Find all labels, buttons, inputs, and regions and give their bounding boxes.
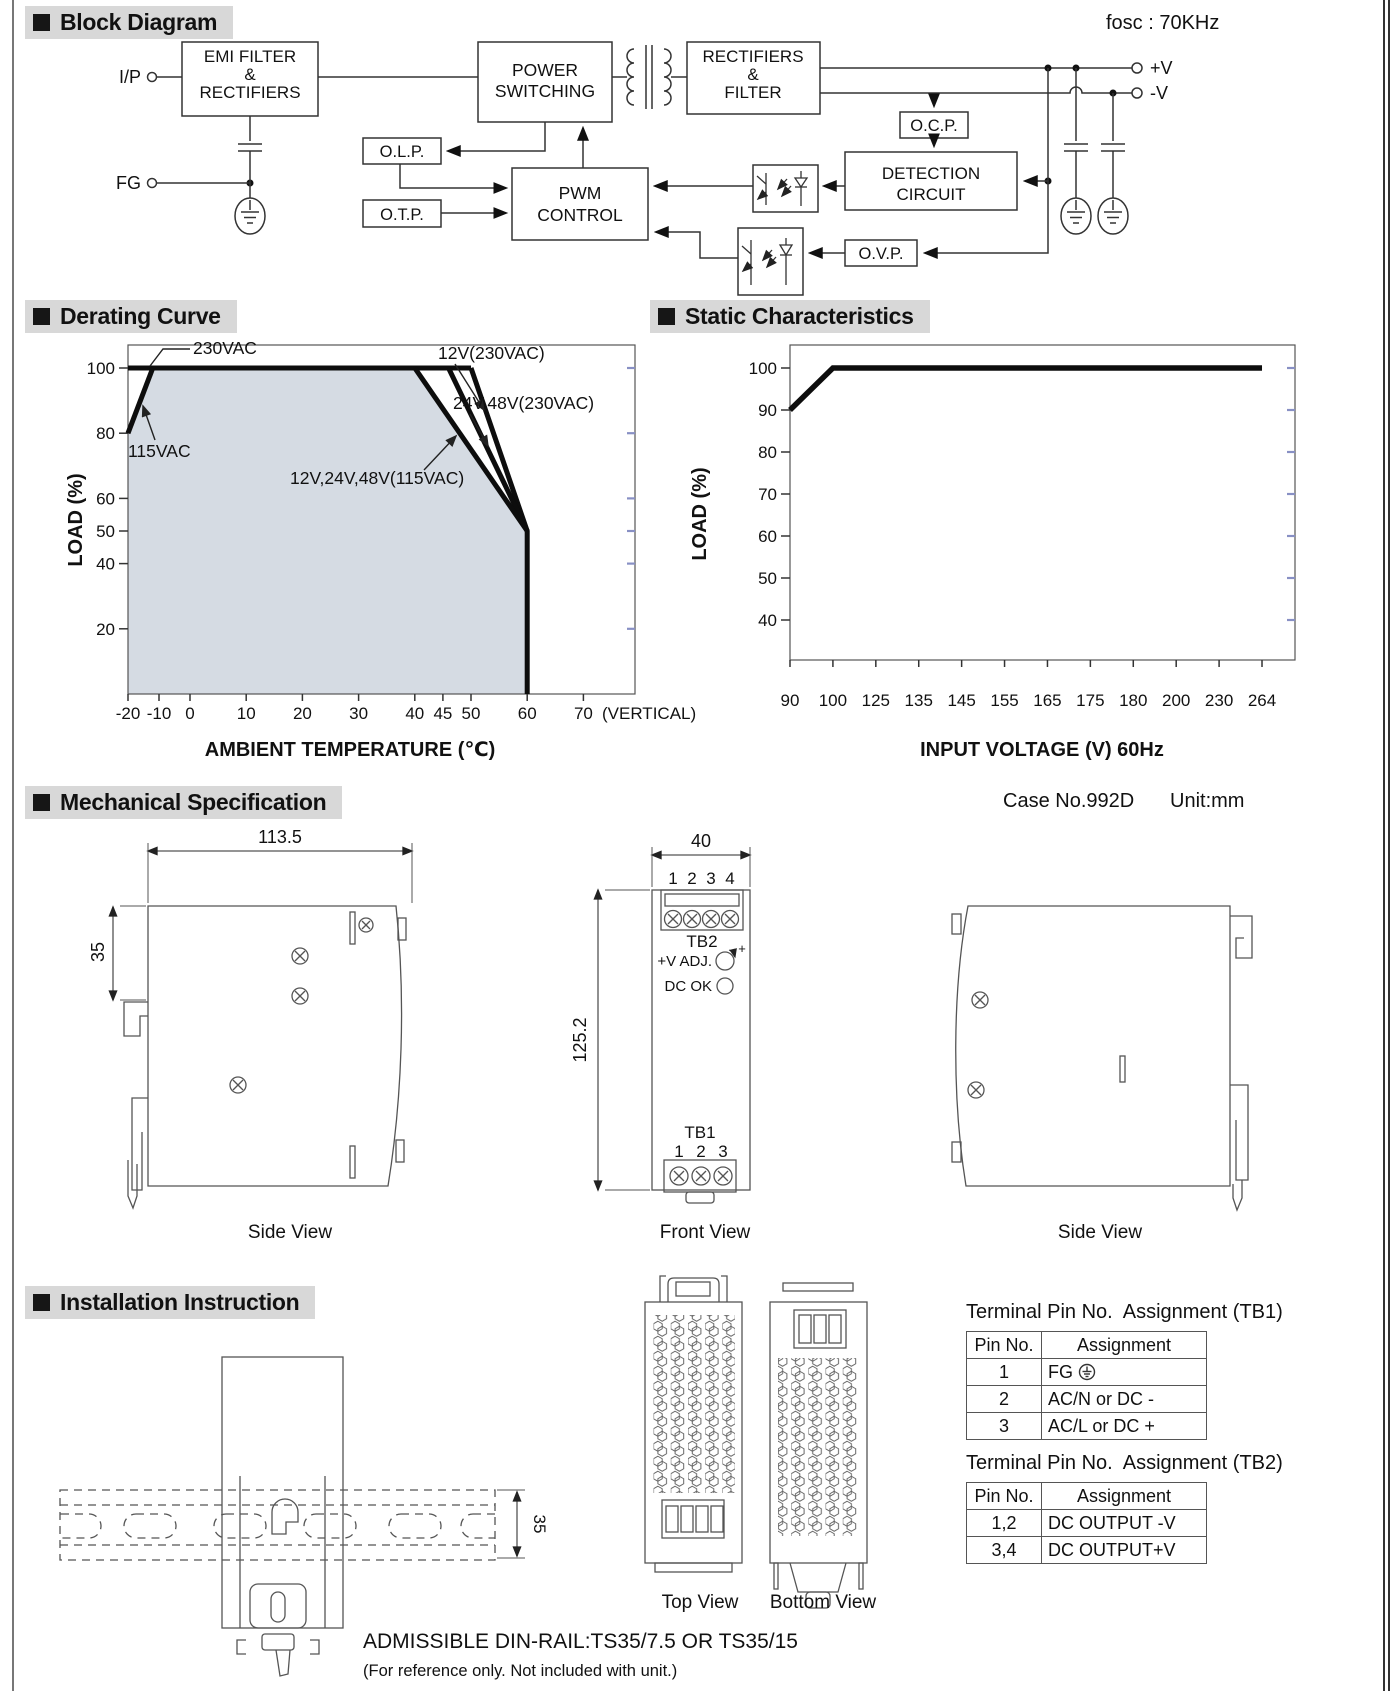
terminal-label: +V xyxy=(1150,58,1173,78)
din-rail-note: ADMISSIBLE DIN-RAIL:TS35/7.5 OR TS35/15 xyxy=(363,1630,798,1653)
series-load xyxy=(790,368,1262,410)
pin-number: 1 xyxy=(668,869,678,888)
terminal-assignment-table xyxy=(966,1331,1207,1440)
table-title: Terminal Pin No. Assignment (TB2) xyxy=(966,1452,1283,1474)
x-tick-label: 165 xyxy=(1033,691,1062,710)
x-tick-label: 200 xyxy=(1162,691,1191,710)
x-tick-label: 145 xyxy=(947,691,976,710)
input-terminal-icon xyxy=(148,73,157,82)
side-view-left-drawing xyxy=(113,843,412,1208)
page-border-right xyxy=(1388,0,1390,1691)
annotation-label: 12V,24V,48V(115VAC) xyxy=(290,468,465,488)
y-tick-label: 60 xyxy=(96,489,115,509)
unit-label: Unit:mm xyxy=(1170,790,1245,812)
block-label: PWM xyxy=(558,183,602,203)
block-label: FILTER xyxy=(724,83,782,102)
terminal-label: -V xyxy=(1150,83,1168,103)
view-label-front: Front View xyxy=(659,1222,751,1243)
block-label: O.T.P. xyxy=(380,206,424,224)
optocoupler-icon xyxy=(738,228,803,295)
x-tick-label: -20 xyxy=(115,704,141,723)
x-tick-label: 264 xyxy=(1247,691,1277,710)
pin-number: 3 xyxy=(706,869,716,888)
capacitor-icon xyxy=(238,116,262,198)
din-rail-mount-drawing xyxy=(49,1357,525,1676)
x-tick-label: 155 xyxy=(990,691,1019,710)
case-number-label: Case No.992D xyxy=(1003,790,1135,812)
view-label-top: Top View xyxy=(661,1592,739,1613)
table-row xyxy=(967,1386,1207,1413)
pin-number: 4 xyxy=(725,869,735,888)
y-tick-label: 40 xyxy=(758,611,777,630)
x-tick-label: 0 xyxy=(185,704,195,723)
y-tick-label: 70 xyxy=(758,485,777,504)
dim-label: 113.5 xyxy=(258,827,302,847)
annotation-label: 230VAC xyxy=(193,338,257,358)
terminal-label: FG xyxy=(116,173,141,193)
x-tick-label: 70 xyxy=(573,704,593,723)
x-axis-title: INPUT VOLTAGE (V) 60Hz xyxy=(920,739,1164,761)
block-label: O.V.P. xyxy=(858,245,904,263)
section-header-mechanical xyxy=(25,786,342,819)
block-pwm xyxy=(512,168,648,240)
pin-number: 1 xyxy=(674,1142,684,1161)
dim-label: 40 xyxy=(690,831,712,851)
x-tick-label: 30 xyxy=(349,704,369,723)
transformer-icon xyxy=(627,45,671,109)
assignment-cell: AC/N or DC - xyxy=(1042,1386,1207,1413)
din-clip-icon xyxy=(132,1098,148,1190)
column-header: Pin No. xyxy=(967,1332,1042,1359)
block-label: & xyxy=(747,65,759,84)
vent-pattern xyxy=(778,1358,860,1536)
square-bullet-icon xyxy=(33,308,50,325)
table-row xyxy=(967,1510,1207,1537)
section-title: Static Characteristics xyxy=(685,303,914,329)
view-label-bottom: Bottom View xyxy=(769,1592,877,1613)
block-label: O.C.P. xyxy=(910,117,958,135)
junction-dots xyxy=(247,65,1117,187)
x-tick-label: 230 xyxy=(1204,691,1234,710)
x-tick-label: 90 xyxy=(780,691,800,710)
table-title: Terminal Pin No. Assignment (TB1) xyxy=(966,1301,1283,1323)
block-label: DETECTION xyxy=(881,164,981,183)
y-tick-label: 50 xyxy=(758,569,777,588)
square-bullet-icon xyxy=(658,308,675,325)
annotation-label: 12V(230VAC) xyxy=(438,343,545,363)
y-tick-label: 60 xyxy=(758,527,777,546)
vminus-terminal-icon xyxy=(1132,88,1142,98)
page-border-left xyxy=(12,0,14,1691)
view-label-side-left: Side View xyxy=(247,1222,333,1243)
capacitor-icon xyxy=(1064,68,1088,198)
pin-number-cell: 1,2 xyxy=(967,1510,1042,1537)
x-axis-title: AMBIENT TEMPERATURE (℃) xyxy=(204,739,496,761)
x-tick-label: 100 xyxy=(818,691,848,710)
assignment-cell: FG xyxy=(1042,1359,1207,1386)
y-axis-title: LOAD (%) xyxy=(65,473,87,567)
section-header-block-diagram xyxy=(25,6,233,39)
square-bullet-icon xyxy=(33,1294,50,1311)
assignment-cell: DC OUTPUT -V xyxy=(1042,1510,1207,1537)
y-axis-title: LOAD (%) xyxy=(689,467,711,561)
assignment-cell: AC/L or DC + xyxy=(1042,1413,1207,1440)
column-header: Pin No. xyxy=(967,1483,1042,1510)
block-label: O.L.P. xyxy=(379,143,425,161)
y-tick-label: 50 xyxy=(96,522,115,541)
x-tick-label: 45 xyxy=(433,704,453,723)
tb1-terminal-block xyxy=(664,1160,736,1192)
section-title: Derating Curve xyxy=(60,303,221,329)
block-label: SWITCHING xyxy=(494,81,596,101)
block-label: POWER xyxy=(511,60,579,80)
block-label: CONTROL xyxy=(537,205,623,225)
din-clip-icon xyxy=(1230,916,1252,958)
v-adj-label: +V ADJ. xyxy=(657,953,712,970)
block-diagram-labels xyxy=(116,47,1173,263)
vplus-terminal-icon xyxy=(1132,63,1142,73)
top-view-drawing xyxy=(645,1276,742,1572)
optocoupler2-internals xyxy=(742,238,792,285)
earth-ground-icon xyxy=(235,198,265,234)
installation-labels xyxy=(530,1515,549,1534)
fg-terminal-icon xyxy=(148,179,157,188)
optocoupler1-internals xyxy=(757,171,807,206)
dim-label: 35 xyxy=(88,941,108,963)
block-label: RECTIFIERS xyxy=(199,83,301,102)
pin-number-cell: 3,4 xyxy=(967,1537,1042,1564)
section-title: Mechanical Specification xyxy=(60,789,327,815)
terminal-assignment-table xyxy=(966,1482,1207,1564)
dim-label: 35 xyxy=(530,1514,549,1534)
derating-chart xyxy=(65,338,696,761)
x-tick-label: 135 xyxy=(904,691,933,710)
x-axis-note: (VERTICAL) xyxy=(602,704,697,723)
static-characteristics-chart xyxy=(689,345,1295,761)
derating-operating-region xyxy=(128,368,527,694)
x-tick-label: 60 xyxy=(517,704,537,723)
annotation-label: 24V,48V(230VAC) xyxy=(453,393,595,413)
block-label: CIRCUIT xyxy=(896,185,966,204)
x-tick-label: 20 xyxy=(292,704,312,723)
section-title: Block Diagram xyxy=(60,9,218,35)
x-tick-label: 125 xyxy=(861,691,891,710)
earth-ground-icon xyxy=(1098,198,1128,234)
dc-ok-label: DC OK xyxy=(664,978,712,995)
column-header: Assignment xyxy=(1042,1483,1207,1510)
block-diagram xyxy=(148,42,1143,295)
vent-pattern xyxy=(652,1315,735,1493)
pin-number-cell: 2 xyxy=(967,1386,1042,1413)
section-header-derating xyxy=(25,300,237,333)
x-tick-label: 10 xyxy=(236,704,256,723)
tb2-label: TB2 xyxy=(686,932,718,951)
pin-number-cell: 3 xyxy=(967,1413,1042,1440)
annotation-label: 115VAC xyxy=(128,441,191,461)
pin-number: 2 xyxy=(696,1142,706,1161)
view-label-side-right: Side View xyxy=(1057,1222,1143,1243)
square-bullet-icon xyxy=(33,794,50,811)
square-bullet-icon xyxy=(33,14,50,31)
section-header-static xyxy=(650,300,930,333)
terminal-screw-icon xyxy=(670,1167,732,1185)
table-row xyxy=(967,1537,1207,1564)
x-tick-label: 175 xyxy=(1076,691,1105,710)
dim-label: 125.2 xyxy=(570,1017,590,1063)
y-tick-label: 20 xyxy=(96,619,115,639)
x-tick-label: 40 xyxy=(405,704,425,723)
fosc-label: fosc : 70KHz xyxy=(1106,12,1220,34)
earth-ground-icon xyxy=(1061,198,1091,234)
installation-drawings xyxy=(49,1276,867,1676)
column-header: Assignment xyxy=(1042,1332,1207,1359)
assignment-cell: DC OUTPUT+V xyxy=(1042,1537,1207,1564)
page-border-right xyxy=(1383,0,1385,1691)
table-row xyxy=(967,1413,1207,1440)
table-row xyxy=(967,1359,1207,1386)
y-tick-label: 100 xyxy=(748,359,777,378)
v-adj-pot-icon xyxy=(716,952,734,970)
y-tick-label: 80 xyxy=(96,424,115,444)
pin-number-cell: 1 xyxy=(967,1359,1042,1386)
block-label: & xyxy=(244,65,256,84)
bottom-view-drawing xyxy=(770,1283,867,1608)
x-tick-label: -10 xyxy=(146,704,172,723)
din-rail-note-sub: (For reference only. Not included with unit.) xyxy=(363,1662,678,1680)
y-tick-label: 40 xyxy=(96,554,115,574)
plus-label: + xyxy=(738,941,746,956)
section-header-installation xyxy=(25,1286,315,1319)
side-view-right-drawing xyxy=(952,906,1252,1210)
block-label: RECTIFIERS xyxy=(702,47,804,66)
x-tick-label: 50 xyxy=(461,704,481,723)
din-clip-icon xyxy=(1230,1085,1248,1180)
y-tick-label: 80 xyxy=(758,443,777,462)
y-tick-label: 100 xyxy=(86,359,115,378)
y-tick-label: 90 xyxy=(758,401,777,420)
tb1-label: TB1 xyxy=(684,1123,716,1142)
optocoupler-icon xyxy=(753,165,818,212)
terminal-label: I/P xyxy=(118,67,141,87)
block-label: EMI FILTER xyxy=(203,47,297,66)
pin-number: 3 xyxy=(718,1142,728,1161)
terminal-screw-icon xyxy=(665,911,739,928)
plot-border xyxy=(790,345,1295,660)
earth-ground-icon xyxy=(1078,1363,1096,1381)
din-rail-dashed xyxy=(49,1490,513,1560)
x-tick-label: 180 xyxy=(1119,691,1148,710)
section-title: Installation Instruction xyxy=(60,1289,300,1315)
dc-ok-led-icon xyxy=(717,978,733,994)
din-clip-icon xyxy=(124,1002,148,1036)
mechanical-labels xyxy=(88,827,746,1161)
capacitor-icon xyxy=(1101,93,1125,198)
screw-icon xyxy=(968,992,988,1098)
pin-number: 2 xyxy=(687,869,697,888)
